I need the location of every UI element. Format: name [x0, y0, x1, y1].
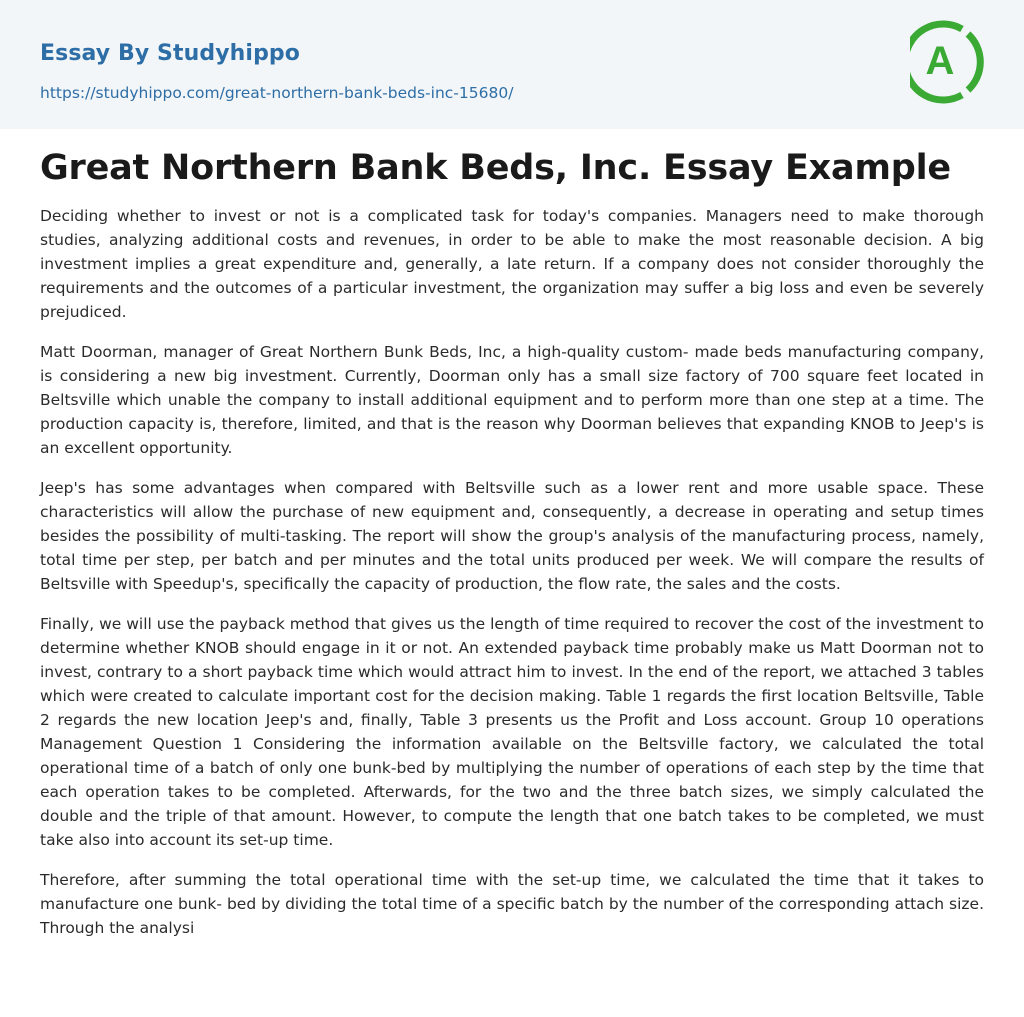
article-paragraph-2: Matt Doorman, manager of Great Northern Bunk Beds, Inc, a high-quality custom- made beds manufacturing company, is considering a new big investment. Currently, Doorman only has a small size factory of 700 square feet located in Beltsville which unable the company to install additional equipment and to perform more than one step at a time. The production capacity is, therefore, limited, and that is the reason why Doorman believes that expanding KNOB to Jeep's is an excellent opportunity.: [40, 343, 984, 457]
article-title: Great Northern Bank Beds, Inc. Essay Example: [40, 148, 951, 188]
article: [40, 146, 984, 956]
site-brand[interactable]: Essay By Studyhippo: [40, 41, 300, 66]
site-header: [0, 0, 1024, 129]
article-paragraph-1: Deciding whether to invest or not is a complicated task for today's companies. Managers need to make thorough studies, analyzing additional costs and revenues, in order to be able to make the most reasonable decision. A big investment implies a great expenditure and, generally, a late return. If a company does not consider thoroughly the requirements and the outcomes of a particular investment, the organization may suffer a big loss and even be severely prejudiced.: [40, 207, 984, 321]
page-url-link[interactable]: https://studyhippo.com/great-northern-bank-beds-inc-15680/: [40, 84, 514, 102]
article-paragraph-3: Jeep's has some advantages when compared with Beltsville such as a lower rent and more usable space. These characteristics will allow the purchase of new equipment and, consequently, a decrease in operating and setup times besides the possibility of multi-tasking. The report will show the group's analysis of the manufacturing process, namely, total time per step, per batch and per minutes and the total units produced per week. We will compare the results of Beltsville with Speedup's, specifically the capacity of production, the flow rate, the sales and the costs.: [40, 479, 984, 593]
logo-ring-right: [968, 34, 980, 90]
logo-letter: A: [925, 39, 955, 83]
studyhippo-logo-icon[interactable]: [910, 18, 988, 106]
article-paragraph-4: Finally, we will use the payback method that gives us the length of time required to recover the cost of the investment to determine whether KNOB should engage in it or not. An extended payback time probably make us Matt Doorman not to invest, contrary to a short payback time which would attract him to invest. In the end of the report, we attached 3 tables which were created to calculate important cost for the decision making. Table 1 regards the first location Beltsville, Table 2 regards the new location Jeep's and, finally, Table 3 presents us the Profit and Loss account. Group 10 operations Management Question 1 Considering the information available on the Beltsville factory, we calculated the total operational time of a batch of only one bunk-bed by multiplying the number of operations of each step by the time that each operation takes to be completed. Afterwards, for the two and the three batch sizes, we simply calculated the double and the triple of that amount. However, to compute the length that one batch takes to be completed, we must take also into account its set-up time.: [40, 615, 984, 849]
article-paragraph-5: Therefore, after summing the total operational time with the set-up time, we calculated the time that it takes to manufacture one bunk- bed by dividing the total time of a specific batch by the number of the corresponding attach size. Through the analysi: [40, 871, 984, 937]
